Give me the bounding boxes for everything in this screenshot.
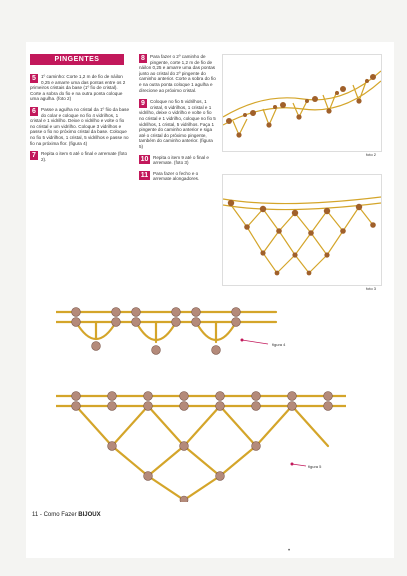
figure-4-label: figura 4 <box>272 342 286 347</box>
step-text: 1º caminho: Corte 1,2 m de fio de náilon 0,25 e amarre uma das pontas entre os 2 primeiros cristais da base (1º fio de cristal). Corte a sobra do fio e na outra ponta coloque uma agulha. (foto 2) <box>30 74 126 102</box>
step-number: 11 <box>140 171 149 179</box>
step-6 <box>30 107 130 146</box>
section-title: PINGENTES <box>30 54 124 65</box>
photo-2-caption: foto 2 <box>366 152 377 157</box>
step-9 <box>139 99 217 149</box>
photo-2 <box>222 54 382 152</box>
step-text: Repita o item 6 até o final e arremate (foto 2). <box>41 151 128 162</box>
figure-5-diagram <box>56 376 346 502</box>
step-number: 10 <box>140 155 149 163</box>
step-10 <box>139 155 217 166</box>
left-column <box>30 74 130 167</box>
step-text: Repita o item 9 até o final e arremate. (foto 3) <box>153 154 209 166</box>
photo-3 <box>222 174 382 286</box>
step-number: 6 <box>30 107 38 116</box>
page-number: 11 <box>32 512 39 518</box>
figure-4-diagram <box>56 296 280 366</box>
necklace-photo-3 <box>223 175 381 285</box>
step-11 <box>139 171 217 182</box>
page-footer <box>32 512 101 518</box>
footer-brand: Como Fazer <box>43 512 77 518</box>
footer-brand-bold: BIJOUX <box>78 512 101 518</box>
step-text: Passe a agulha no cristal da 1º fiio da base do colar e coloque no fio 4 vidrilhos, 1 cristal e 1 vidrilho. Deixe o vidrilho e volte o fio no cristal e um vidrilho. Coloque 3 vidrilhos e passe o fio no próximo cristal da base. Coloque no fio 5 vidrilhos, 1 cristal, 5 vidrilhos e passe no fio na próxima flor. (figura 4) <box>30 106 129 146</box>
step-number: 9 <box>139 99 147 108</box>
step-7 <box>30 151 130 162</box>
step-number: 7 <box>30 151 38 160</box>
step-text: Coloque no fio 5 vidrilhos, 1 cristal, 6 vidrilhos, 1 cristal e 1 vidrilho, deixe o vidrilho e volte o fio no cristal e 1 vidrilho, coloque no fio 5 vidrilhos, 1 cristal, 5 vidrilhos. Faça 1 pingente do caminho anterior e siga até o cristal do próximo pingente, também do caminho anterior. (figura 5) <box>139 99 216 149</box>
step-5 <box>30 74 130 102</box>
footer-separator: - <box>39 512 42 518</box>
step-text: Para fazer o fecho e o arremate alongadores. <box>153 170 200 182</box>
step-text: Para fazer o 2º caminho de pingente, corte 1,2 m de fio de náilon 0,25 e amarre uma das pontas junto ao cristal do 2º pingente do caminho anterior. Corte a sobra do fio e na outra ponta coloque 1 agulha e direcione ao próximo cristal. <box>139 54 216 93</box>
step-8 <box>139 54 217 93</box>
step-number: 8 <box>139 54 147 63</box>
photo-3-caption: foto 3 <box>366 286 377 291</box>
figure-5-label: figura 5 <box>308 464 322 469</box>
step-number: 5 <box>30 74 38 83</box>
necklace-photo-2 <box>223 55 381 151</box>
middle-column <box>139 54 217 187</box>
print-mark: • <box>288 548 291 554</box>
